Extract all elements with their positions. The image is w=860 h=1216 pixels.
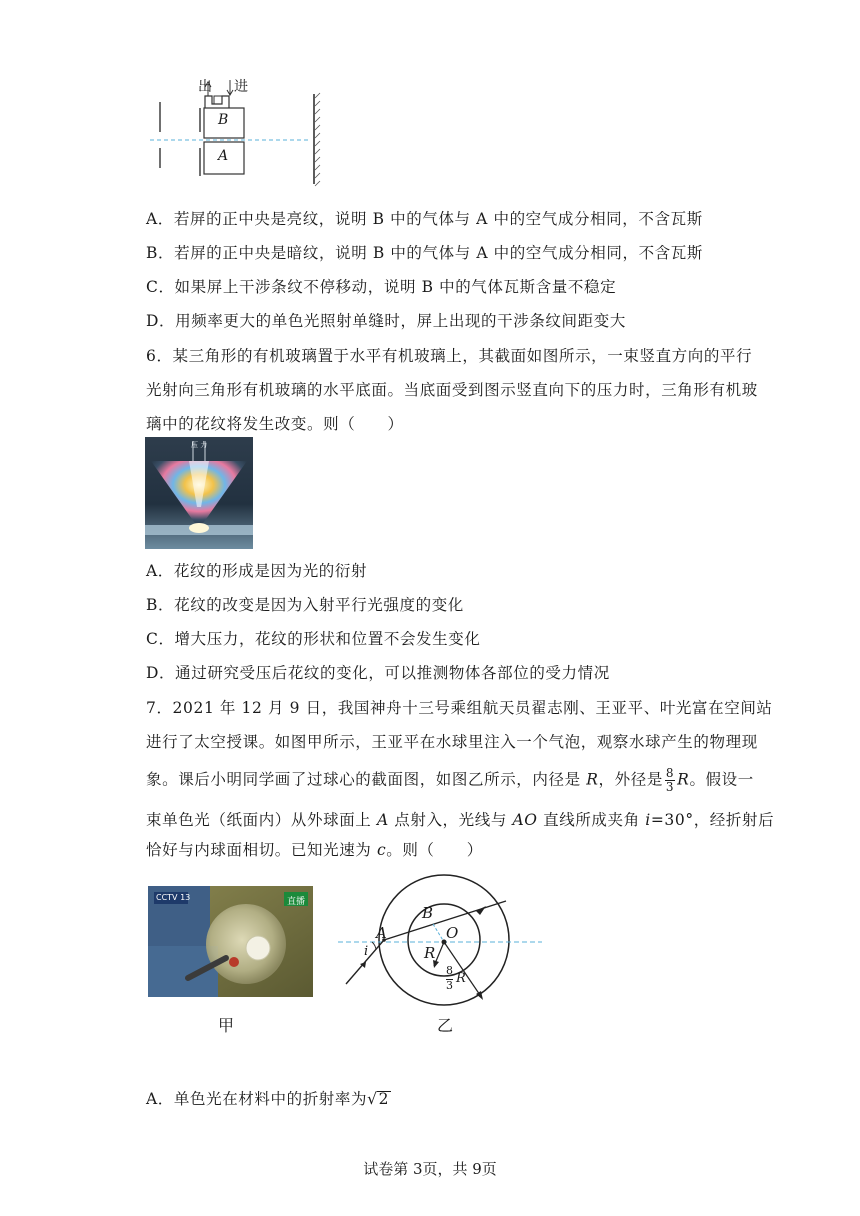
q7-stem-line-2: 进行了太空授课。如图甲所示，王亚平在水球里注入一个气泡，观察水球产生的物理现	[146, 733, 758, 751]
q7-diagram-label-b: B	[422, 904, 434, 922]
q7-fraction-numerator: 8	[665, 766, 675, 780]
q7-stem-line-5	[146, 838, 483, 860]
q7-photo-live-badge: 直播	[287, 897, 306, 907]
page-footer: 试卷第 3页，共 9页	[363, 1160, 497, 1178]
q7-diagram-label-i: i	[364, 944, 369, 959]
q6-option-a: A．花纹的形成是因为光的衍射	[146, 562, 368, 580]
q7-stem-line-4	[146, 808, 774, 830]
q7-sphere-cross-section-diagram	[336, 860, 546, 1010]
q7-point-a-symbol: A	[376, 811, 389, 829]
q7-outer-radius-symbol: R	[677, 770, 690, 789]
q7-diagram-label-3: 3	[446, 979, 453, 992]
q7-sqrt-symbol: √	[367, 1090, 378, 1108]
q7-line4-text-b: 点射入，光线与	[388, 811, 513, 829]
q6-stem-line-1: 6．某三角形的有机玻璃置于水平有机玻璃上，其截面如图所示，一束竖直方向的平行	[146, 347, 753, 365]
q6-option-b: B．花纹的改变是因为入射平行光强度的变化	[146, 596, 464, 614]
q7-light-speed-symbol: c	[376, 841, 387, 859]
q7-fraction-denominator: 3	[665, 780, 675, 794]
q7-line3-text-a: 象。课后小明同学画了过球心的截面图，如图乙所示，内径是	[146, 770, 587, 789]
q7-line5-text-a: 恰好与内球面相切。已知光速为	[146, 841, 377, 859]
q7-diagram-label-o: O	[446, 924, 459, 942]
q7-figure-jia-caption: 甲	[218, 1016, 235, 1035]
q6-stem-line-3: 璃中的花纹将发生改变。则（ ）	[146, 415, 404, 433]
q7-water-ball-photo	[148, 886, 313, 997]
q7-angle-i-symbol: i	[645, 811, 651, 829]
q5-label-b: B	[218, 112, 229, 128]
q7-line4-text-a: 束单色光（纸面内）从外球面上	[146, 811, 377, 829]
q5-option-a: A．若屏的正中央是亮纹，说明 B 中的气体与 A 中的空气成分相同，不含瓦斯	[146, 210, 703, 228]
q7-line4-text-c: 直线所成夹角	[537, 811, 646, 829]
q7-line-ao-symbol: AO	[512, 811, 538, 829]
q5-label-in: 进	[234, 79, 248, 95]
q7-sqrt-value: 2	[378, 1090, 390, 1108]
q6-stem-line-2: 光射向三角形有机玻璃的水平底面。当底面受到图示竖直向下的压力时，三角形有机玻	[146, 381, 758, 399]
q6-photoelastic-photo	[145, 437, 253, 549]
q7-option-a-text: A．单色光在材料中的折射率为	[146, 1090, 368, 1108]
q6-photo-pressure-label: 压 力	[191, 441, 208, 449]
q5-option-c: C．如果屏上干涉条纹不停移动，说明 B 中的气体瓦斯含量不稳定	[146, 278, 617, 296]
q7-line5-text-b: 。则（ ）	[386, 841, 483, 859]
q7-line3-text-b: ，外径是	[598, 770, 663, 789]
q7-stem-line-1: 7．2021 年 12 月 9 日，我国神舟十三号乘组航天员翟志刚、王亚平、叶光富在空间站	[146, 699, 773, 717]
q7-photo-channel-logo: CCTV 13	[156, 893, 191, 902]
q7-diagram-label-r: R	[424, 944, 436, 962]
q7-line3-text-d: 。假设一	[689, 770, 754, 789]
q5-option-d: D．用频率更大的单色光照射单缝时，屏上出现的干涉条纹间距变大	[146, 312, 626, 330]
q7-figure-yi-caption: 乙	[437, 1016, 454, 1035]
q7-stem-line-3	[146, 767, 754, 794]
q7-option-a	[146, 1087, 391, 1109]
q5-option-b: B．若屏的正中央是暗纹，说明 B 中的气体与 A 中的空气成分相同，不含瓦斯	[146, 244, 703, 262]
q7-diagram-label-8: 8	[446, 964, 453, 977]
q7-inner-radius-symbol: R	[586, 770, 599, 789]
q6-option-c: C．增大压力，花纹的形状和位置不会发生变化	[146, 630, 481, 648]
q5-label-out: 出	[198, 79, 212, 95]
q7-diagram-label-r2: R	[456, 971, 466, 986]
q7-line4-text-d: =30°，经折射后	[650, 811, 775, 829]
q5-label-a: A	[218, 148, 229, 164]
q7-outer-radius-fraction	[665, 767, 675, 794]
q6-option-d: D．通过研究受压后花纹的变化，可以推测物体各部位的受力情况	[146, 664, 610, 682]
q7-diagram-label-a: A	[376, 924, 387, 942]
